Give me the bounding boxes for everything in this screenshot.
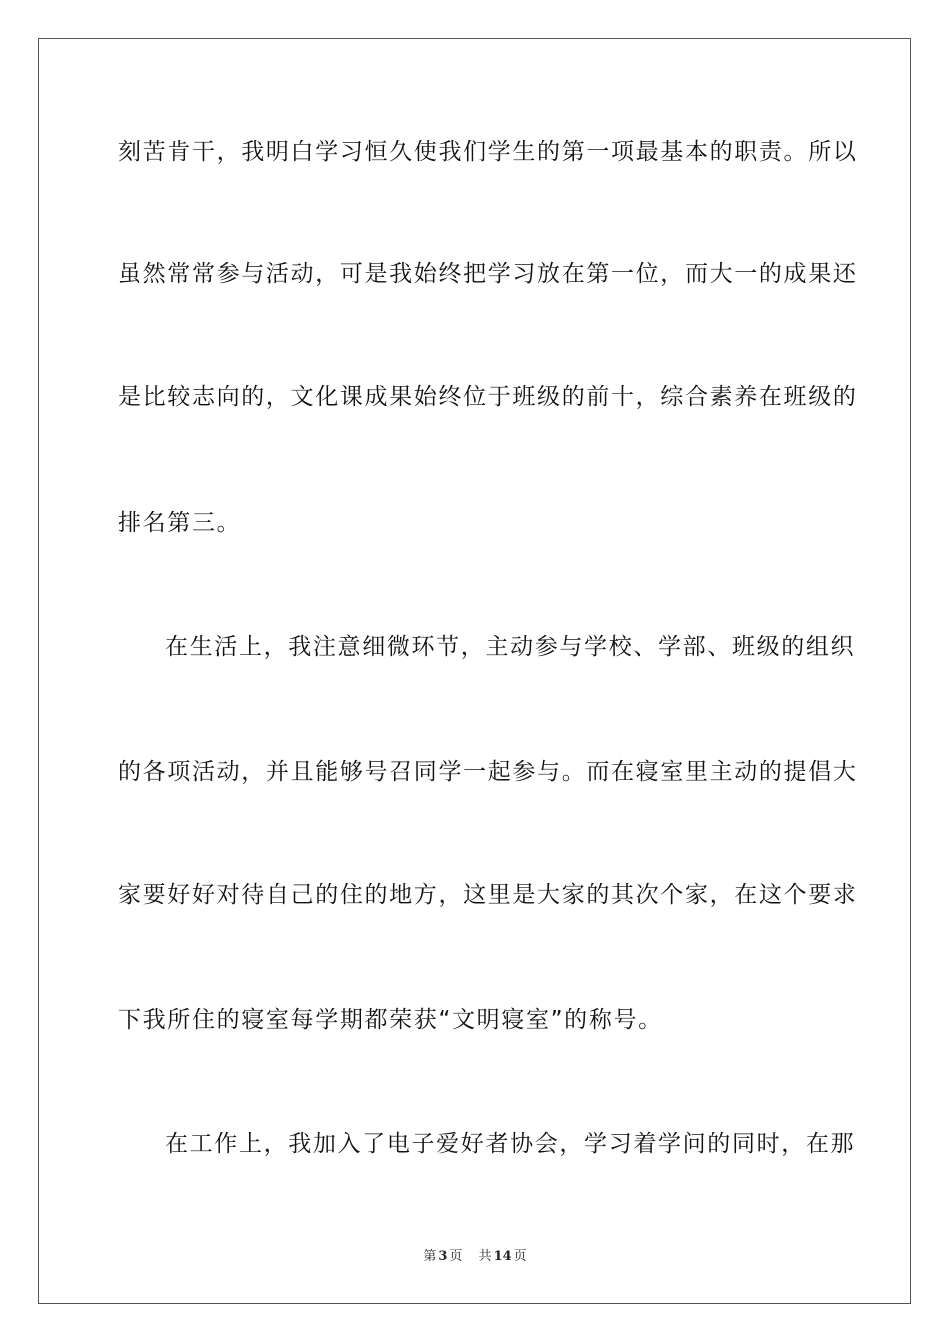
total-pages-number: 14 xyxy=(493,1249,512,1264)
page-footer xyxy=(0,1248,950,1266)
body-text-line-5: 在生活上，我注意细微环节，主动参与学校、学部、班级的组织 xyxy=(165,634,856,660)
page-border xyxy=(38,38,911,1304)
current-page-number: 3 xyxy=(438,1249,448,1264)
body-text-line-8: 下我所住的寝室每学期都荣获“文明寝室”的称号。 xyxy=(118,1007,663,1033)
body-text-line-3: 是比较志向的，文化课成果始终位于班级的前十，综合素养在班级的 xyxy=(118,384,858,410)
body-text-line-4: 排名第三。 xyxy=(118,510,242,536)
total-pages-suffix: 页 xyxy=(513,1249,527,1264)
current-page-indicator xyxy=(423,1248,462,1266)
body-text-line-6: 的各项活动，并且能够号召同学一起参与。而在寝室里主动的提倡大 xyxy=(118,759,858,785)
total-pages-prefix: 共 xyxy=(478,1249,492,1264)
body-text-line-7: 家要好好对待自己的住的地方，这里是大家的其次个家，在这个要求 xyxy=(118,882,858,908)
current-page-prefix: 第 xyxy=(423,1249,437,1264)
body-text-line-9: 在工作上，我加入了电子爱好者协会，学习着学问的同时，在那 xyxy=(165,1131,856,1157)
body-text-line-2: 虽然常常参与活动，可是我始终把学习放在第一位，而大一的成果还 xyxy=(118,261,858,287)
total-pages-indicator xyxy=(479,1248,527,1266)
current-page-suffix: 页 xyxy=(449,1249,463,1264)
body-text-line-1: 刻苦肯干，我明白学习恒久使我们学生的第一项最基本的职责。所以 xyxy=(118,139,858,165)
